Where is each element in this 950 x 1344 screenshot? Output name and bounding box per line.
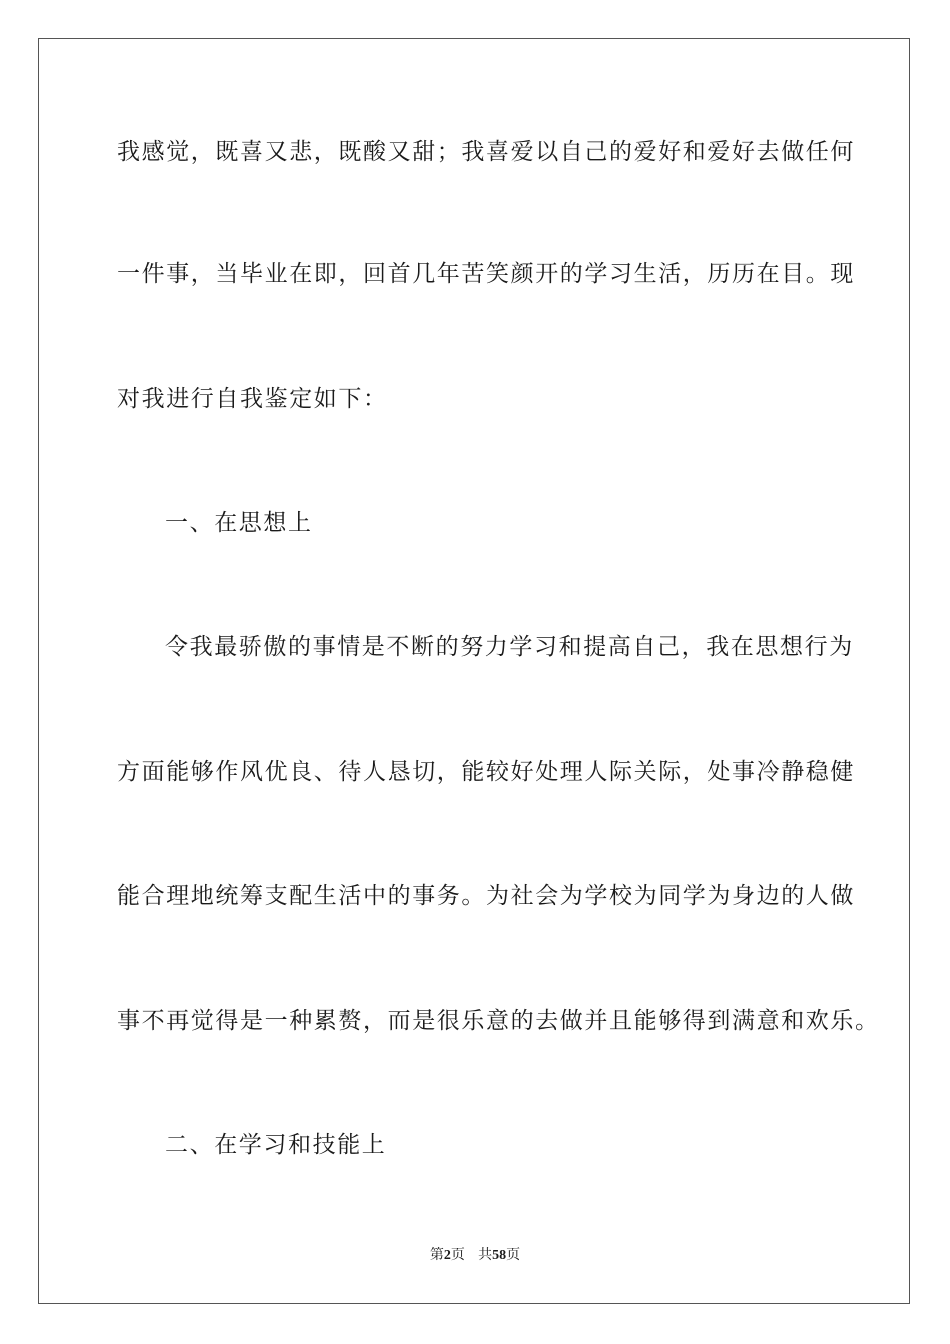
footer-page-prefix: 第: [429, 1247, 444, 1263]
section-heading-1: 一、在思想上: [165, 510, 313, 536]
section-heading-2: 二、在学习和技能上: [165, 1132, 387, 1158]
body-line-7: 事不再觉得是一种累赘，而是很乐意的去做并且能够得到满意和欢乐。: [117, 1008, 880, 1034]
footer-page-total: 58: [492, 1248, 507, 1263]
body-line-3: 对我进行自我鉴定如下：: [117, 386, 388, 412]
footer-page-suffix: 页: [450, 1247, 465, 1263]
body-line-5: 方面能够作风优良、待人恳切，能较好处理人际关际，处事冷静稳健: [117, 759, 855, 785]
footer-page-current: 2: [443, 1248, 451, 1263]
body-line-4: 令我最骄傲的事情是不断的努力学习和提高自己，我在思想行为: [165, 634, 854, 660]
footer-total-prefix: 共: [478, 1247, 493, 1263]
body-line-6: 能合理地统筹支配生活中的事务。为社会为学校为同学为身边的人做: [117, 883, 855, 909]
body-line-1: 我感觉，既喜又悲，既酸又甜；我喜爱以自己的爱好和爱好去做任何: [117, 139, 855, 165]
page-footer: [0, 1245, 950, 1266]
footer-total-suffix: 页: [506, 1247, 521, 1263]
page-frame: [38, 38, 910, 1304]
body-line-2: 一件事，当毕业在即，回首几年苦笑颜开的学习生活，历历在目。现: [117, 261, 855, 287]
